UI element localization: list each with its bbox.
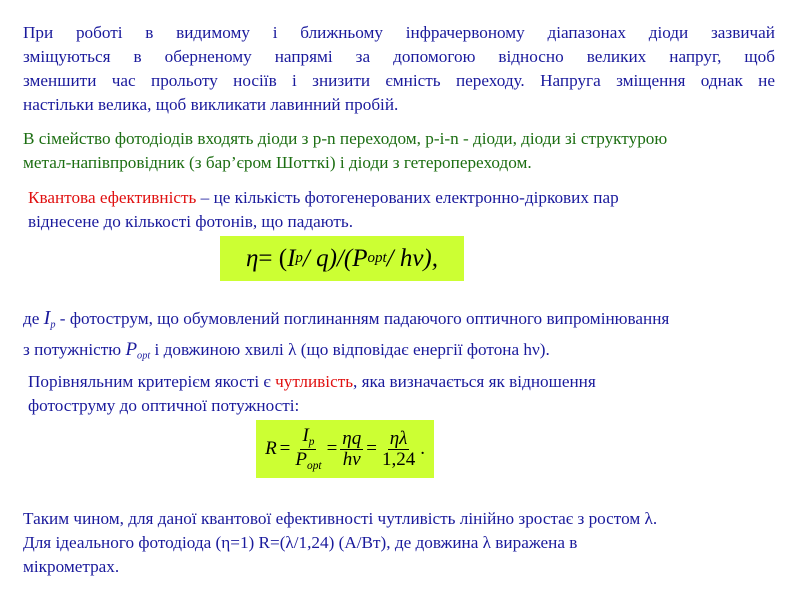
fraction-denominator <box>293 450 323 473</box>
text-fragment: і довжиною хвилі λ (що відповідає енергії фотона hν). <box>150 339 550 359</box>
text-line <box>23 306 783 338</box>
fraction-numerator: ηλ <box>389 427 408 449</box>
text-line: фотоструму до оптичної потужності: <box>28 396 300 415</box>
paragraph-reverse-bias <box>23 21 775 117</box>
formula-equals: = <box>279 438 291 459</box>
formula-symbol: η <box>245 244 259 272</box>
text-fragment: Порівняльним критерієм якості є <box>28 372 276 391</box>
paragraph-photocurrent-definition <box>23 306 783 368</box>
text-line: При роботі в видимому і ближньому інфрачервоному діапазонах діоди зазвичай <box>23 23 775 42</box>
fraction-eta-q-over-hv <box>340 429 363 470</box>
formula-responsivity <box>256 420 434 478</box>
fraction-numerator: ηq <box>342 427 362 449</box>
symbol-photocurrent: I <box>43 307 51 329</box>
paragraph-conclusion <box>23 507 783 579</box>
text-line: метал-напівпровідник (з бар’єром Шотткі) і діоди з гетеропереходом. <box>23 153 532 172</box>
text-line <box>28 186 748 210</box>
paragraph-responsivity <box>28 370 748 418</box>
fraction-denominator: hν <box>342 448 361 470</box>
paragraph-quantum-efficiency <box>28 186 748 234</box>
text-line: Для ідеального фотодіода (η=1) R=(λ/1,24) (А/Вт), де довжина λ виражена в <box>23 533 578 552</box>
formula-symbol: I <box>287 244 296 272</box>
formula-fragment: / q)/( <box>302 244 353 272</box>
paragraph-photodiode-family <box>23 127 775 175</box>
text-fragment: – це кількість фотогенерованих електронно-діркових пар <box>196 188 619 207</box>
formula-symbol: P <box>295 448 307 470</box>
fraction-numerator <box>300 426 316 450</box>
formula-equals: = <box>326 438 338 459</box>
fraction-denominator: 1,24 <box>381 448 416 470</box>
subscript: opt <box>137 350 151 362</box>
text-line <box>23 338 783 369</box>
text-line: настільки велика, щоб викликати лавинний пробій. <box>23 95 399 114</box>
fraction-current-over-power <box>293 426 323 473</box>
subscript: p <box>50 319 56 331</box>
text-line: віднесене до кількості фотонів, що падають. <box>28 212 354 231</box>
text-fragment: де <box>23 309 44 328</box>
text-line: мікрометрах. <box>23 557 120 576</box>
formula-fragment: = ( <box>258 244 288 272</box>
text-line: В сімейство фотодіодів входять діоди з p-n переходом, p-i-n - діоди, діоди зі структурою <box>23 129 668 148</box>
fraction-eta-lambda-over-1-24 <box>380 429 417 470</box>
formula-symbol: I <box>302 424 309 446</box>
text-line <box>28 370 748 394</box>
text-fragment: з потужністю <box>23 339 126 359</box>
text-line: зменшити час прольоту носіїв і знизити ємність переходу. Напруга зміщення однак не <box>23 71 775 90</box>
term-quantum-efficiency: Квантова ефективність <box>28 188 197 207</box>
term-responsivity: чутливість <box>275 372 354 391</box>
formula-subscript: p <box>308 435 315 448</box>
formula-dot: . <box>420 438 425 459</box>
symbol-optical-power: P <box>125 338 138 360</box>
formula-equals: = <box>366 438 377 459</box>
formula-subscript: opt <box>307 459 322 472</box>
formula-fragment: / hν), <box>386 244 439 272</box>
formula-subscript: opt <box>367 250 387 266</box>
text-fragment: , яка визначається як відношення <box>353 372 596 391</box>
formula-quantum-efficiency <box>220 236 464 281</box>
formula-symbol: P <box>352 244 368 272</box>
formula-symbol: R <box>265 438 277 459</box>
text-line: зміщуються в оберненому напрямі за допомогою відносно великих напруг, щоб <box>23 47 775 66</box>
text-line: Таким чином, для даної квантової ефективності чутливість лінійно зростає з ростом λ. <box>23 509 658 528</box>
text-fragment: - фотострум, що обумовлений поглинанням падаючого оптичного випромінювання <box>55 309 670 328</box>
formula-subscript: p <box>295 250 303 266</box>
